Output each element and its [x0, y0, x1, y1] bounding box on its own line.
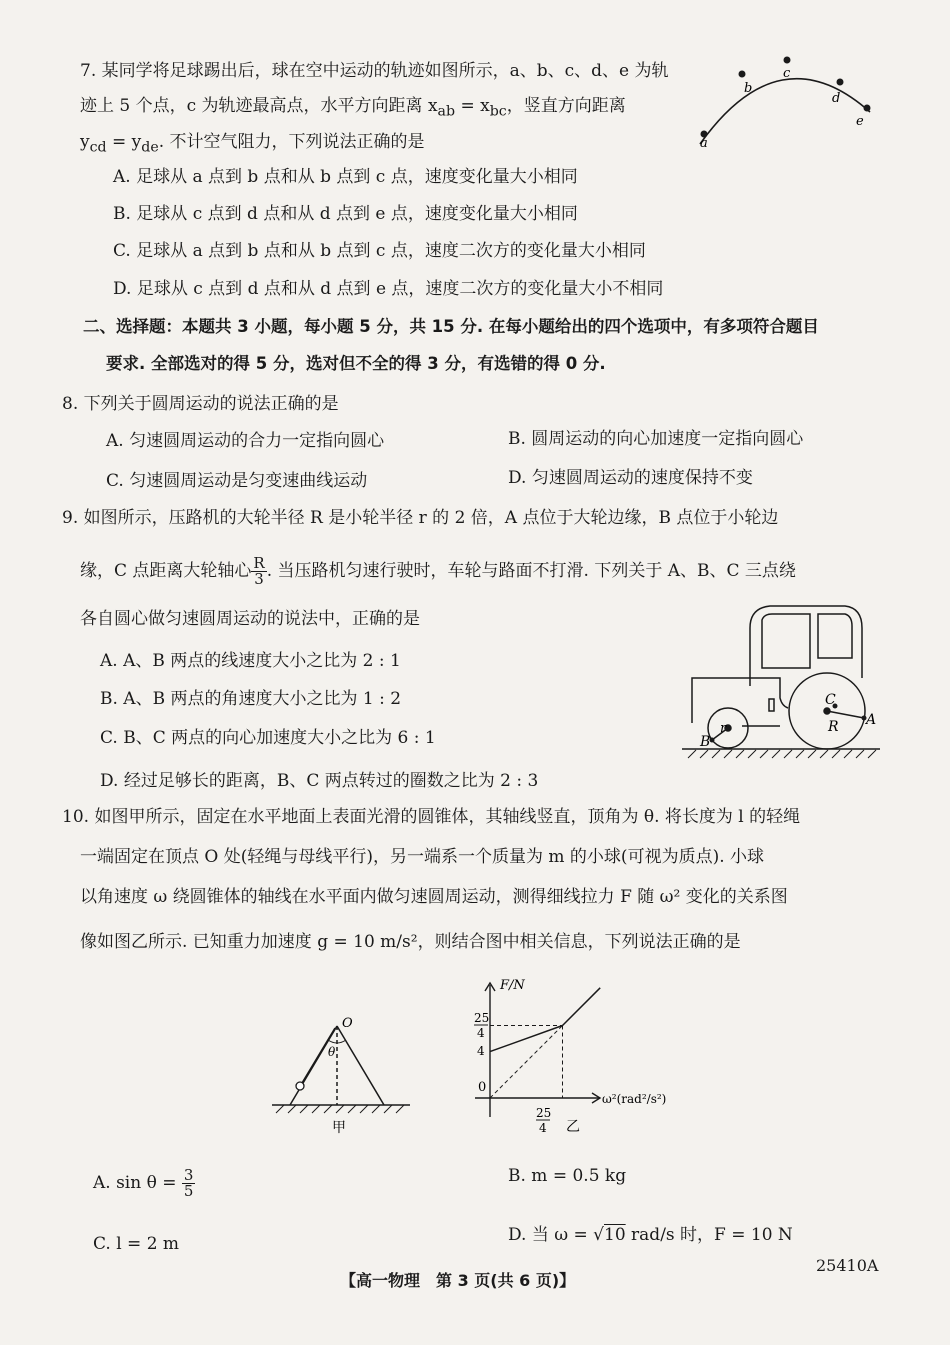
- dashed-guide-3: [490, 1026, 563, 1099]
- x-tick-den: 4: [539, 1121, 547, 1135]
- y-axis-label: F/N: [500, 978, 525, 993]
- q10-line4: 像如图乙所示. 已知重力加速度 g = 10 m/s²，则结合图中相关信息，下列说法正确的是: [80, 932, 741, 952]
- x-tick-num: 25: [536, 1106, 552, 1120]
- caption-jia: 甲: [332, 1120, 346, 1135]
- trajectory-curve: [700, 79, 870, 144]
- f-omega-graph: [470, 975, 690, 1145]
- q9-option-d: D. 经过足够长的距离，B、C 两点转过的圈数之比为 2 : 3: [100, 771, 539, 791]
- q7-line3: $y_{cd} = y_{de}$. 不计空气阻力，下列说法正确的是: [80, 132, 425, 156]
- point-d-dot: [837, 79, 844, 86]
- label-e: e: [856, 114, 864, 129]
- q9-option-a: A. A、B 两点的线速度大小之比为 2 : 1: [100, 651, 401, 671]
- point-c-dot: [784, 57, 791, 64]
- label-o: O: [342, 1016, 353, 1031]
- label-b: B: [700, 734, 711, 750]
- point-b-dot: [739, 71, 746, 78]
- q10-line2: 一端固定在顶点 O 处(轻绳与母线平行)，另一端系一个质量为 m 的小球(可视为质点). 小球: [80, 847, 765, 867]
- q7-option-c: C. 足球从 a 点到 b 点和从 b 点到 c 点，速度二次方的变化量大小相同: [113, 241, 646, 261]
- page-footer: 【高一物理 第 3 页(共 6 页)】: [340, 1271, 576, 1290]
- q8-option-a: A. 匀速圆周运动的合力一定指向圆心: [106, 431, 385, 451]
- paper-code: 25410A: [816, 1256, 879, 1275]
- q8-option-c: C. 匀速圆周运动是匀变速曲线运动: [106, 471, 368, 491]
- label-d: d: [832, 91, 841, 106]
- label-big-r: R: [828, 719, 839, 735]
- q10-option-c: C. l = 2 m: [93, 1234, 180, 1254]
- sqrt-symbol: √: [593, 1225, 604, 1245]
- series-line-1: [490, 1026, 563, 1052]
- label-small-r: r: [720, 721, 727, 736]
- q9-option-b: B. A、B 两点的角速度大小之比为 1 : 2: [100, 689, 402, 709]
- q9-line2: 缘，C 点距离大轮轴心 $\frac{R}{3}$ . 当压路机匀速行驶时，车轮与路面不打滑. 下列关于 A、B、C 三点绕: [80, 554, 796, 588]
- label-a: a: [700, 136, 708, 151]
- caption-yi: 乙: [566, 1119, 580, 1135]
- section2-line1: 二、选择题：本题共 3 小题，每小题 5 分，共 15 分. 在每小题给出的四个选项中，有多项符合题目: [83, 317, 819, 336]
- q7-line2: 迹上 5 个点，c 为轨迹最高点，水平方向距离 $x_{ab} = x_{bc}$，竖直方向距离: [80, 96, 626, 120]
- q8-option-d: D. 匀速圆周运动的速度保持不变: [508, 468, 753, 488]
- q8-option-b: B. 圆周运动的向心加速度一定指向圆心: [508, 429, 804, 449]
- q9-line1: 9. 如图所示，压路机的大轮半径 R 是小轮半径 r 的 2 倍，A 点位于大轮边缘，B 点位于小轮边: [62, 508, 779, 528]
- q10-option-b: B. m = 0.5 kg: [508, 1166, 627, 1186]
- cone-right-edge: [337, 1026, 384, 1105]
- label-theta: θ: [328, 1045, 336, 1059]
- origin-label: 0: [478, 1080, 487, 1095]
- y-tick-low: 4: [477, 1044, 485, 1058]
- cone-figure: [262, 1010, 422, 1135]
- graph-lines: [490, 988, 600, 1098]
- y-tick-top-den: 4: [477, 1026, 485, 1040]
- y-tick-top-num: 25: [474, 1011, 490, 1025]
- q7-option-d: D. 足球从 c 点到 d 点和从 d 点到 e 点，速度二次方的变化量大小不相同: [113, 279, 664, 299]
- q9-line3: 各自圆心做匀速圆周运动的说法中，正确的是: [80, 609, 420, 629]
- q9-option-c: C. B、C 两点的向心加速度大小之比为 6 : 1: [100, 728, 436, 748]
- q7-trajectory-figure: [690, 52, 890, 157]
- section2-line2: 要求. 全部选对的得 5 分，选对但不全的得 3 分，有选错的得 0 分.: [106, 354, 606, 373]
- label-b: b: [744, 81, 753, 96]
- q10-line1: 10. 如图甲所示，固定在水平地面上表面光滑的圆锥体，其轴线竖直，顶角为 θ. 将长度为 l 的轻绳: [62, 807, 801, 827]
- q10-line3: 以角速度 ω 绕圆锥体的轴线在水平面内做匀速圆周运动，测得细线拉力 F 随 ω² 变化的关系图: [80, 887, 788, 907]
- label-a: A: [866, 712, 877, 728]
- cab-window-left: [762, 614, 810, 668]
- series-line-2: [563, 988, 601, 1026]
- cab-window-right: [818, 614, 852, 658]
- q10-option-d: D. 当 ω = √10 rad/s 时，F = 10 N: [508, 1225, 793, 1245]
- label-c: C: [825, 692, 836, 708]
- ball: [296, 1082, 304, 1090]
- q8-stem: 8. 下列关于圆周运动的说法正确的是: [62, 394, 339, 414]
- q7-line1: 7. 某同学将足球踢出后，球在空中运动的轨迹如图所示，a、b、c、d、e 为轨: [80, 61, 669, 81]
- q7-option-b: B. 足球从 c 点到 d 点和从 d 点到 e 点，速度变化量大小相同: [113, 204, 578, 224]
- q10-option-a: A. sin θ = $\frac{3}{5}$: [93, 1166, 194, 1200]
- body-handle: [769, 699, 774, 711]
- label-c: c: [783, 66, 791, 81]
- point-e-dot: [864, 105, 871, 112]
- cab-outline: [750, 606, 862, 686]
- road-roller-figure: [680, 598, 885, 763]
- x-axis-label: ω²(rad²/s²): [602, 1092, 667, 1106]
- q7-option-a: A. 足球从 a 点到 b 点和从 b 点到 c 点，速度变化量大小相同: [113, 167, 578, 187]
